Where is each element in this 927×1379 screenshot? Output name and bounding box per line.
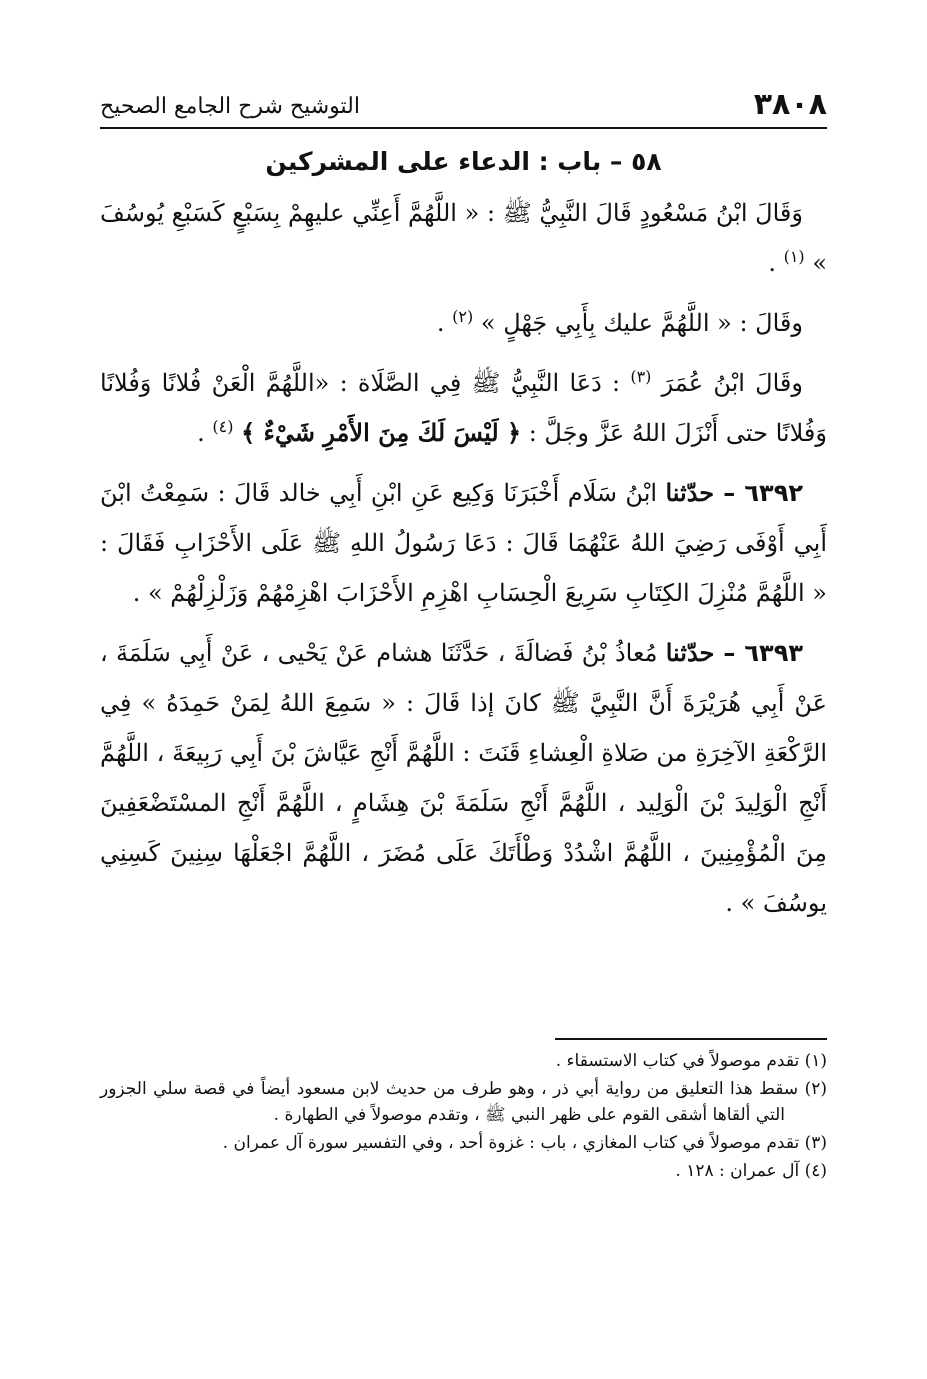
footnote-3: (٣) تقدم موصولاً في كتاب المغازي ، باب : غزوة أحد ، وفي التفسير سورة آل عمران .: [222, 1133, 827, 1153]
paragraph-abu-jahl: [100, 298, 827, 348]
footnote-ref-2: (٢): [452, 307, 474, 326]
quran-verse: ﴿ لَيْسَ لَكَ مِنَ الأَمْرِ شَيْءٌ ﴾: [241, 418, 522, 447]
paragraph-text: وقَالَ ابْنُ عُمَرَ: [661, 369, 803, 397]
footnote-ref-4: (٤): [212, 417, 234, 436]
paragraph-text: وَقَالَ ابْنُ مَسْعُودٍ قَالَ النَّبِيُّ ﷺ : « اللَّهُمَّ أَعِنِّي عليهِمْ بِسَبْعٍ كَسَبْعِ يُوسُفَ »: [100, 199, 827, 277]
footnotes: [100, 1048, 827, 1186]
paragraph-end: .: [768, 249, 784, 277]
paragraph-end: .: [197, 419, 213, 447]
page-header: [100, 82, 827, 122]
hadith-6393: [100, 628, 827, 928]
hadith-text: مُعاذُ بْنُ فَضالَةَ ، حَدَّثَنَا هشام عَنْ يَحْيى ، عَنْ أَبِي سَلَمَةَ ، عَنْ أَبِي هُرَيْرَةَ أَنَّ النَّبِيَّ ﷺ كانَ إذا قَالَ : « سَمِعَ اللهُ لِمَنْ حَمِدَهُ » فِي الرَّكْعَةِ الآخِرَةِ من صَلاةِ الْعِشاءِ قَنَتَ : اللَّهُمَّ أَنْجِ عَيَّاشَ بْنَ أَبِي رَبِيعَةَ ، اللَّهُمَّ أَنْجِ الْوَلِيدَ بْنَ الْوَلِيد ، اللَّهُمَّ أَنْجِ سَلَمَةَ بْنَ هِشَامٍ ، اللَّهُمَّ أَنْجِ المسْتَضْعَفِينَ مِنَ الْمُؤْمِنِينَ ، اللَّهُمَّ اشْدُدْ وَطْأَتَكَ عَلَى مُضَرَ ، اللَّهُمَّ اجْعَلْهَا سِنِينَ كَسِنِي يوسُفَ » .: [100, 639, 827, 917]
paragraph-text: وقَالَ : « اللَّهُمَّ عليك بِأَبِي جَهْلٍ »: [480, 309, 803, 337]
header-rule: [100, 127, 827, 129]
hadith-dash: –: [714, 639, 745, 667]
footnote-ref-1: (١): [783, 247, 805, 266]
page-number: ٣٨٠٨: [753, 87, 827, 122]
hadith-keyword: حدّثنا: [665, 478, 715, 507]
hadith-text: ابْنُ سَلَام أَخْبَرَنَا وَكِيع عَنِ ابْنِ أَبِي خالد قَالَ : سَمِعْتُ ابْنَ أَبِي أَوْفَى رَضِيَ اللهُ عَنْهُمَا قَالَ : دَعَا رَسُولُ اللهِ ﷺ عَلَى الأَحْزَابِ فَقَالَ : « اللَّهُمَّ مُنْزِلَ الكِتَابِ سَرِيعَ الْحِسَابِ اهْزِمِ الأَحْزَابَ اهْزِمْهُمْ وَزَلْزِلْهُمْ » .: [100, 479, 827, 607]
hadith-dash: –: [714, 479, 745, 507]
hadith-6392: [100, 468, 827, 618]
hadith-number: ٦٣٩٣: [744, 639, 803, 667]
hadith-keyword: حدّثنا: [665, 638, 715, 667]
paragraph-ibn-masud: [100, 188, 827, 288]
main-text: [100, 140, 827, 938]
hadith-number: ٦٣٩٢: [744, 479, 803, 507]
chapter-title: ٥٨ – باب : الدعاء على المشركين: [265, 147, 662, 176]
footnote-1: (١) تقدم موصولاً في كتاب الاستسقاء .: [555, 1051, 827, 1071]
footnote-4: (٤) آل عمران : ١٢٨ .: [675, 1161, 827, 1181]
footnote-ref-3: (٣): [630, 367, 652, 386]
paragraph-ibn-umar: [100, 358, 827, 458]
paragraph-end: .: [436, 309, 453, 337]
footnote-2: (٢) سقط هذا التعليق من رواية أبي ذر ، وهو طرف من حديث لابن مسعود أيضاً في قصة سلي الجزور التي ألقاها أشقى القوم على ظهر النبي ﷺ ، وتقدم موصولاً في الطهارة .: [100, 1079, 827, 1125]
footnote-rule: [555, 1038, 827, 1040]
running-title: التوشيح شرح الجامع الصحيح: [100, 94, 360, 119]
paragraph-text: : دَعَا النَّبِيُّ ﷺ فِي الصَّلَاة : «اللَّهُمَّ الْعَنْ فُلانًا وَفُلانًا وَفُلانًا حتى أَنْزَلَ اللهُ عَزَّ وجَلَّ :: [100, 369, 827, 447]
